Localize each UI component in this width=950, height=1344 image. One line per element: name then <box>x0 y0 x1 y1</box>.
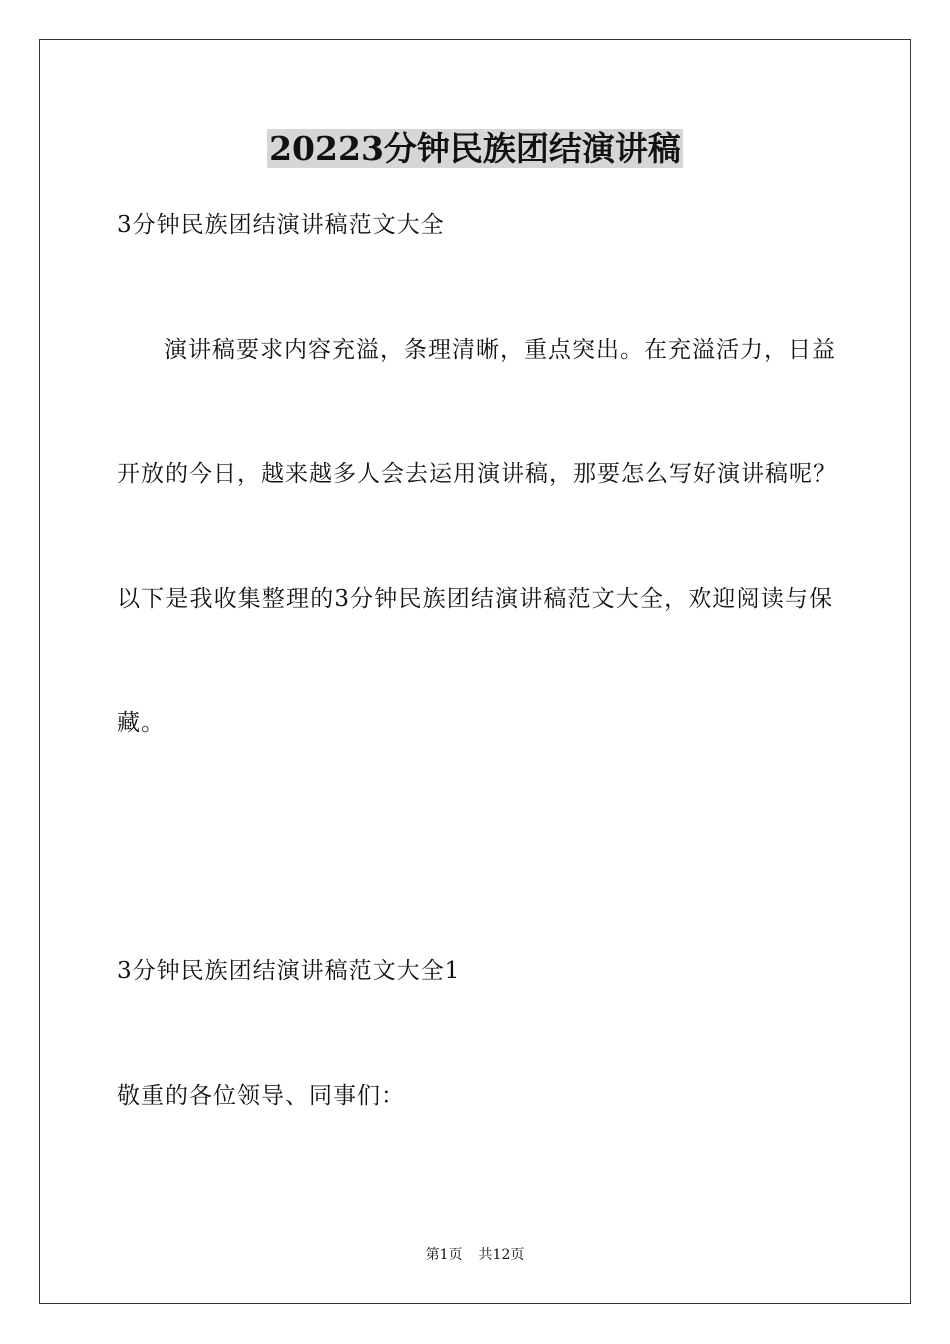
paragraph-line-2: 开放的今日，越来越多人会去运用演讲稿，那要怎么写好演讲稿呢？ <box>117 461 837 487</box>
paragraph-line-3: 以下是我收集整理的3分钟民族团结演讲稿范文大全，欢迎阅读与保 <box>117 586 833 612</box>
page-total: 共12页 <box>478 1247 525 1263</box>
section-heading: 3分钟民族团结演讲稿范文大全1 <box>117 958 461 984</box>
subtitle: 3分钟民族团结演讲稿范文大全 <box>117 212 445 238</box>
paragraph-line-1: 演讲稿要求内容充溢，条理清晰，重点突出。在充溢活力，日益 <box>164 337 836 363</box>
salutation: 敬重的各位领导、同事们： <box>117 1083 405 1109</box>
paragraph-line-4: 藏。 <box>117 710 165 736</box>
document-title <box>0 126 950 172</box>
page-footer <box>0 1245 950 1265</box>
title-text: 20223分钟民族团结演讲稿 <box>269 129 681 168</box>
page-number: 第1页 <box>425 1247 463 1263</box>
